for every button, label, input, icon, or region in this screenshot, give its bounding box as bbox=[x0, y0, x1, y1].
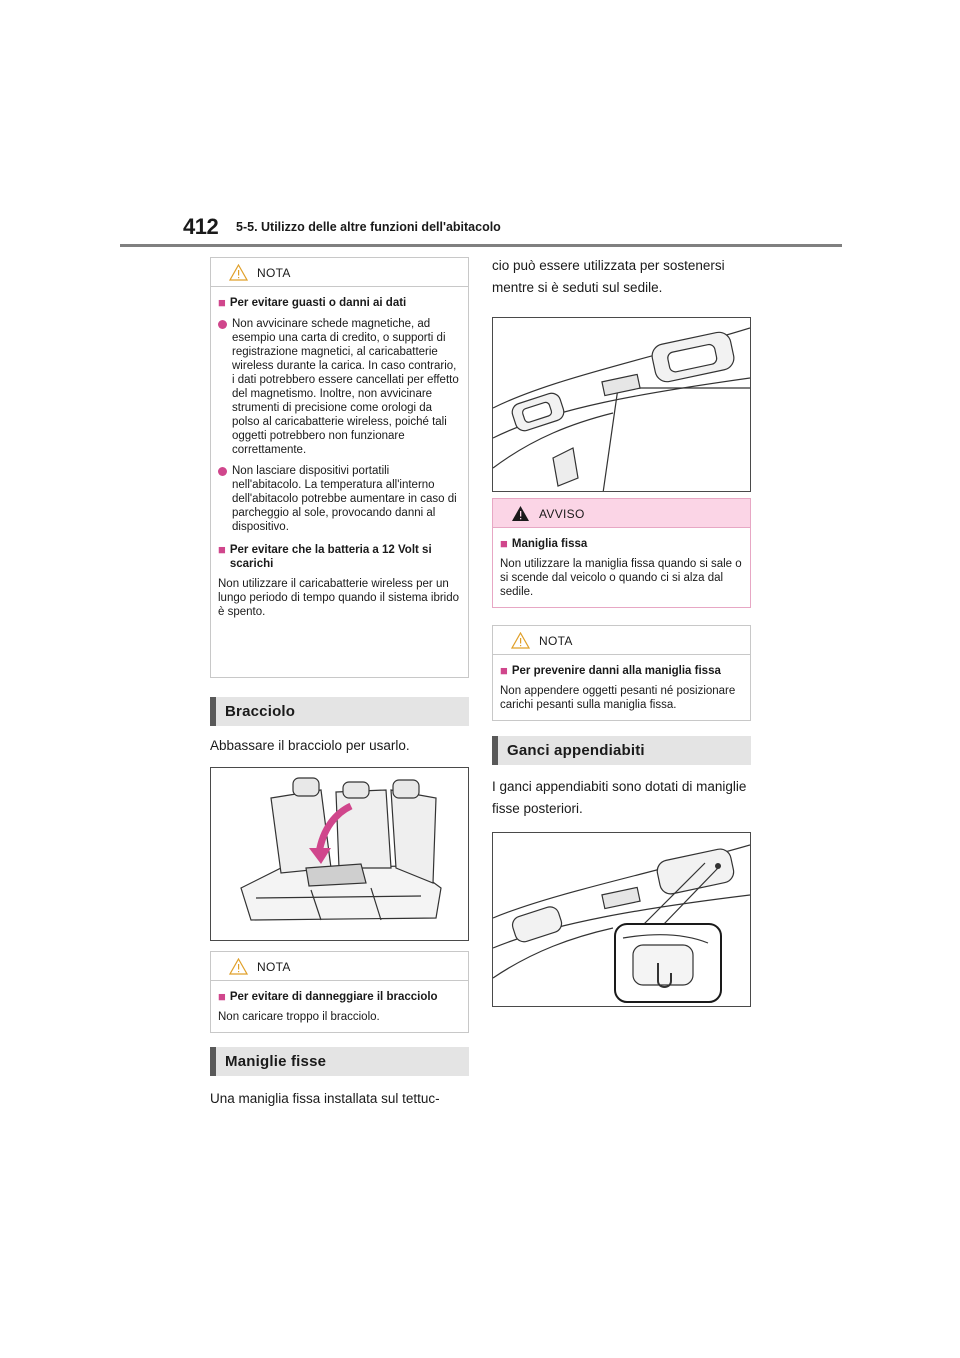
nota-header bbox=[211, 952, 468, 981]
coat-hook-drawing bbox=[493, 833, 750, 1006]
body-paragraph: Una maniglia fissa installata sul tettuc- bbox=[210, 1091, 440, 1106]
nota-paragraph: Non caricare troppo il bracciolo. bbox=[218, 1011, 380, 1023]
coat-hook-illustration bbox=[492, 832, 751, 1007]
nota-subheading: ■ Per evitare guasti o danni ai dati bbox=[218, 295, 407, 310]
section-heading-maniglie: Maniglie fisse bbox=[210, 1047, 469, 1076]
avviso-header bbox=[493, 499, 750, 528]
avviso-subheading: ■ Maniglia fissa bbox=[500, 536, 588, 551]
grab-handle-illustration bbox=[492, 317, 751, 492]
nota-subheading: ■ Per evitare che la batteria a 12 Volt si scarichi bbox=[218, 542, 432, 570]
nota-subheading: ■ Per evitare di danneggiare il bracciolo bbox=[218, 989, 438, 1004]
section-heading-bracciolo: Bracciolo bbox=[210, 697, 469, 726]
nota-subheading: ■ Per prevenire danni alla maniglia fissa bbox=[500, 663, 721, 678]
nota-bullet: Non avvicinare schede magnetiche, ad esempio una carta di credito, o supporti di registrazione magnetici, al caricabatterie wireless durante la carica. In caso contrario, i dati potrebbero essere cancellati per effetto del magnetismo. Inoltre, non avvicinare strumenti di precisione come orologi da polso al caricabatterie wireless, poiché tali oggetti potrebbero non funzionare correttamente. bbox=[218, 317, 461, 457]
caution-triangle-icon bbox=[229, 958, 248, 975]
page-number: 412 bbox=[183, 214, 219, 239]
nota-box-maniglia bbox=[492, 625, 751, 721]
header-rule bbox=[120, 244, 842, 247]
avviso-label: AVVISO bbox=[539, 507, 585, 521]
armrest-drawing bbox=[211, 768, 468, 940]
square-bullet-icon: ■ bbox=[500, 663, 508, 678]
round-bullet-icon bbox=[218, 320, 227, 329]
square-bullet-icon: ■ bbox=[218, 295, 226, 310]
round-bullet-icon bbox=[218, 467, 227, 476]
nota-header bbox=[211, 258, 468, 287]
avviso-paragraph: Non utilizzare la maniglia fissa quando si sale o si scende dal veicolo o quando ci si alza dal sedile. bbox=[500, 558, 742, 598]
nota-box-data bbox=[210, 257, 469, 678]
body-paragraph: Abbassare il bracciolo per usarlo. bbox=[210, 738, 410, 753]
body-paragraph: I ganci appendiabiti sono dotati di maniglie fisse posteriori. bbox=[492, 779, 747, 816]
nota-paragraph: Non appendere oggetti pesanti né posizionare carichi pesanti sulla maniglia fissa. bbox=[500, 685, 736, 711]
nota-bullet: Non lasciare dispositivi portatili nell'abitacolo. La temperatura all'interno dell'abitacolo potrebbe aumentare in caso di parcheggio al sole, provocando danni al dispositivo. bbox=[218, 464, 461, 534]
caution-triangle-icon bbox=[511, 632, 530, 649]
chapter-title: 5-5. Utilizzo delle altre funzioni dell'abitacolo bbox=[236, 220, 501, 234]
square-bullet-icon: ■ bbox=[218, 542, 226, 557]
nota-header bbox=[493, 626, 750, 655]
left-column bbox=[210, 257, 469, 1109]
right-column bbox=[492, 257, 751, 1007]
nota-label: NOTA bbox=[257, 266, 291, 280]
nota-paragraph: Non utilizzare il caricabatterie wireless per un lungo periodo di tempo quando il sistema ibrido è spento. bbox=[218, 578, 460, 618]
avviso-box bbox=[492, 498, 751, 608]
armrest-illustration bbox=[210, 767, 469, 941]
warning-triangle-icon bbox=[511, 505, 530, 522]
caution-triangle-icon bbox=[229, 264, 248, 281]
nota-label: NOTA bbox=[257, 960, 291, 974]
nota-box-bracciolo bbox=[210, 951, 469, 1033]
square-bullet-icon: ■ bbox=[218, 989, 226, 1004]
square-bullet-icon: ■ bbox=[500, 536, 508, 551]
body-paragraph-continued: cio può essere utilizzata per sostenersi mentre si è seduti sul sedile. bbox=[492, 258, 725, 295]
nota-label: NOTA bbox=[539, 634, 573, 648]
section-heading-ganci: Ganci appendiabiti bbox=[492, 736, 751, 765]
grab-handle-drawing bbox=[493, 318, 750, 491]
